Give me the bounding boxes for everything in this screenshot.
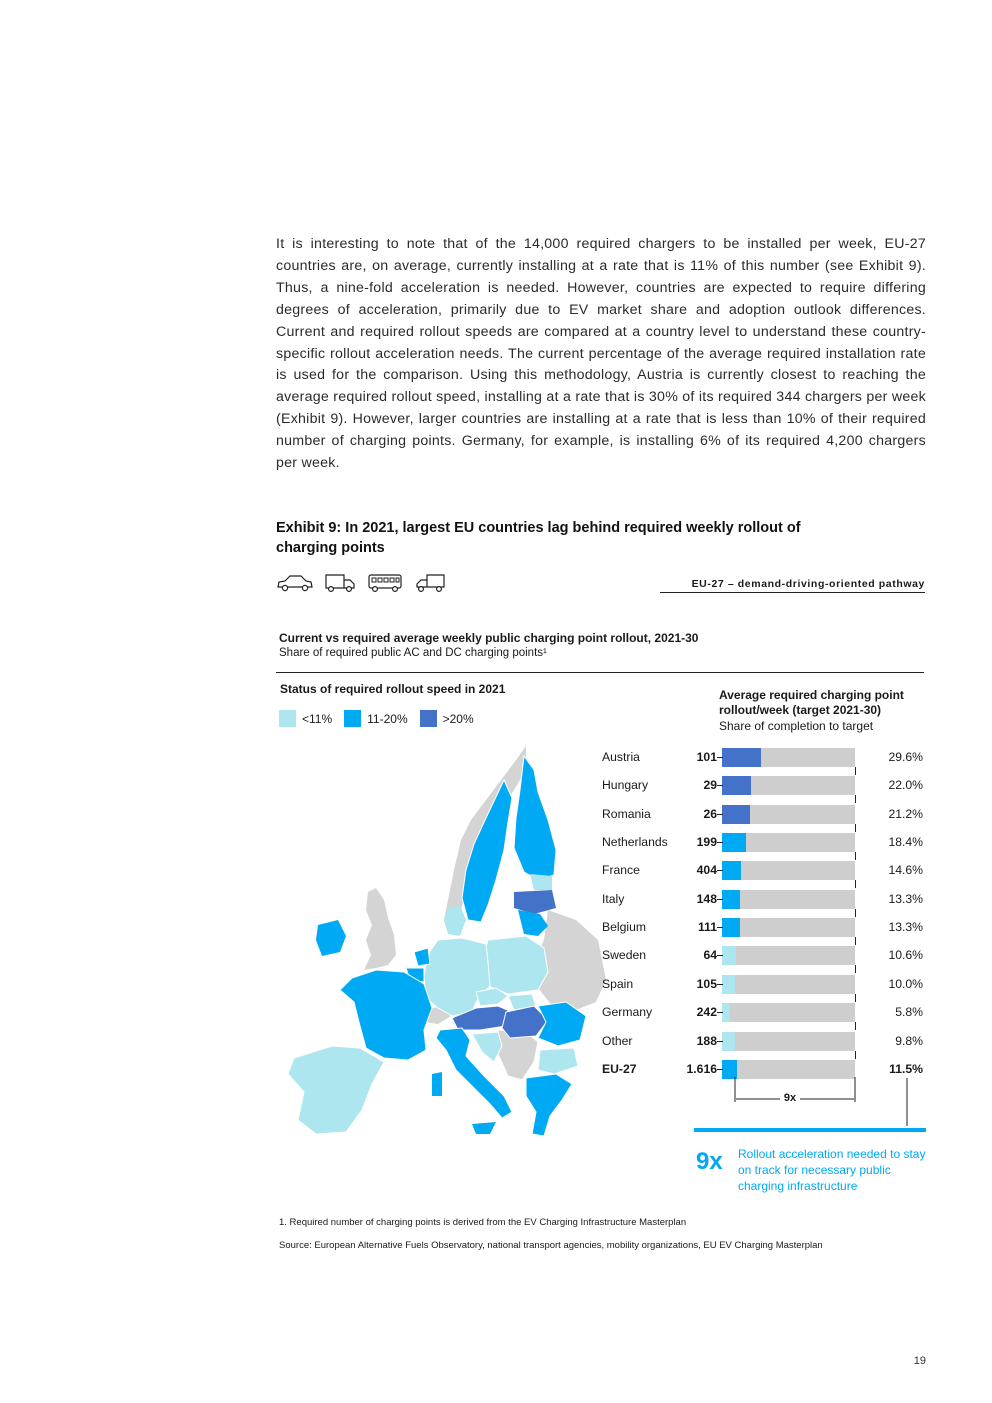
required-value: 404 (696, 863, 717, 878)
country-label: Sweden (602, 948, 647, 963)
required-value: 105 (696, 976, 717, 991)
callout-rule (694, 1128, 926, 1132)
required-value: 64 (703, 948, 717, 963)
share-label: 21.2% (888, 806, 923, 821)
required-value: 111 (698, 920, 717, 935)
source-note: Source: European Alternative Fuels Observatory, national transport agencies, mobility organizations, EU EV Charging Masterplan (279, 1240, 823, 1251)
footnote: 1. Required number of charging points is derived from the EV Charging Infrastructure Masterplan (279, 1217, 687, 1228)
share-label: 10.6% (888, 948, 923, 963)
share-label: 11.5% (889, 1061, 923, 1076)
required-value: 26 (703, 806, 717, 821)
country-label: Germany (602, 1005, 653, 1020)
share-label: 13.3% (888, 920, 923, 935)
country-label: Romania (602, 806, 651, 821)
country-label: EU-27 (602, 1061, 637, 1076)
share-label: 29.6% (888, 750, 923, 764)
bracket-label: 9x (783, 1092, 797, 1104)
share-label: 18.4% (888, 835, 923, 850)
legend-label-high: >20% (442, 711, 474, 726)
share-label: 5.8% (895, 1005, 923, 1020)
share-label: 22.0% (888, 778, 923, 793)
required-value: 29 (703, 778, 717, 793)
share-label: 10.0% (888, 976, 923, 991)
chart-subtitle: Share of required public AC and DC charging points¹ (279, 647, 547, 659)
page-number: 19 (913, 1355, 926, 1367)
pathway-label: EU-27 – demand-driving-oriented pathway (660, 578, 925, 593)
country-label: Hungary (602, 778, 649, 793)
body-paragraph: It is interesting to note that of the 14,000 required chargers to be installed per week, EU-27 countries are, on average, currently installing at a rate that is 11% of this number (see Exhibit 9). Thus, a nine-fold acceleration is needed. However, countries are expected to require differing degrees of acceleration, primarily due to EV market share and adoption outlook differences. Current and required rollout speeds are compared at a country level to understand these country-specific rollout acceleration needs. The current percentage of the average required installation rate is used for the comparison. Using this methodology, Austria is currently closest to reaching the average required rollout speed, installing at a rate that is 30% of its required 344 chargers per week (Exhibit 9). However, larger countries are installing at a rate that is less than 10% of their required number of charging points. Germany, for example, is installing 6% of its required 4,200 chargers per week. (276, 236, 926, 472)
country-label: Other (602, 1033, 633, 1048)
country-label: Spain (602, 976, 634, 991)
required-value: 199 (696, 835, 717, 850)
status-title: Status of required rollout speed in 2021 (280, 682, 506, 696)
callout-text: Rollout acceleration needed to stay on track for necessary public charging infrastructure (738, 1147, 926, 1193)
country-label: Austria (602, 750, 640, 764)
avg-rollout-subtitle: Share of completion to target (719, 719, 874, 733)
country-label: France (602, 863, 640, 878)
required-value: 242 (696, 1005, 717, 1020)
share-label: 9.8% (895, 1033, 923, 1048)
avg-rollout-title: Average required charging point rollout/week (target 2021-30) (719, 688, 904, 717)
required-value: 148 (696, 891, 717, 906)
share-label: 14.6% (888, 863, 923, 878)
country-label: Netherlands (602, 835, 668, 850)
required-value: 101 (696, 750, 717, 764)
legend-label-low: <11% (302, 711, 333, 726)
country-label: Belgium (602, 920, 647, 935)
legend-label-mid: 11-20% (367, 711, 408, 726)
share-label: 13.3% (888, 891, 923, 906)
country-label: Italy (602, 891, 625, 906)
chart-title: Current vs required average weekly public charging point rollout, 2021-30 (279, 631, 699, 645)
required-value: 188 (696, 1033, 717, 1048)
exhibit-title: Exhibit 9: In 2021, largest EU countries lag behind required weekly rollout of charging points (276, 520, 801, 556)
callout-big-number: 9x (696, 1148, 723, 1175)
required-value: 1.616 (686, 1061, 717, 1076)
